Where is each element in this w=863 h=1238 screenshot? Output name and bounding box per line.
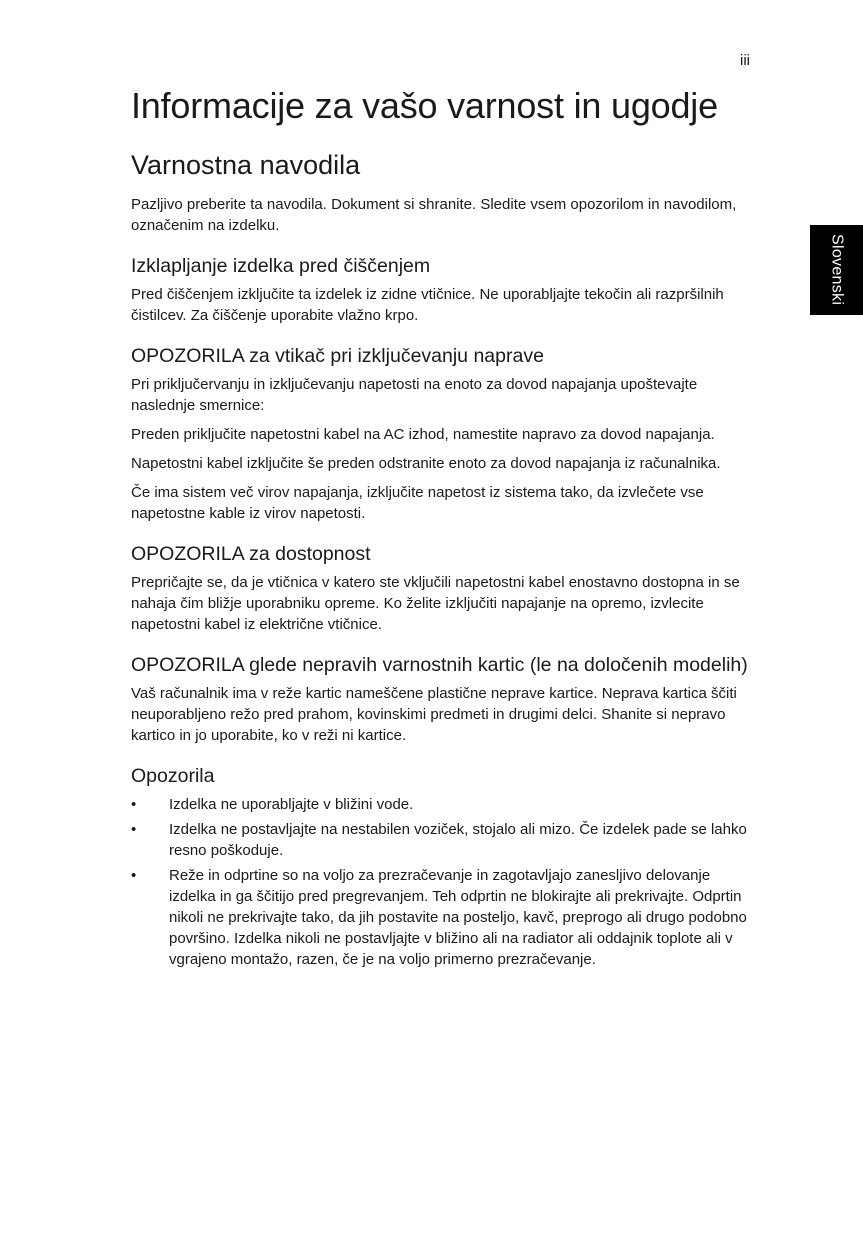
paragraph: Prepričajte se, da je vtičnica v katero ste vključili napetostni kabel enostavno dostopna in se nahaja čim bližje uporabniku opreme. Ko želite izključiti napajanje na opremo, izvlecite napetostni kabel iz električne vtičnice.	[131, 574, 740, 633]
warnings-list	[131, 794, 751, 970]
document-content	[131, 84, 751, 988]
page-number: iii	[740, 52, 750, 69]
intro-section	[131, 194, 751, 236]
list-item-text: Izdelka ne uporabljajte v bližini vode.	[169, 796, 414, 813]
language-tab	[810, 225, 863, 315]
list-item-text: Izdelka ne postavljajte na nestabilen voziček, stojalo ali mizo. Če izdelek pade se lahko resno poškoduje.	[169, 821, 747, 859]
section-cleaning	[131, 254, 751, 326]
section-heading: OPOZORILA glede nepravih varnostnih kartic (le na določenih modelih)	[131, 654, 748, 676]
bullet-icon: •	[131, 867, 137, 884]
section-title: Varnostna navodila	[131, 150, 361, 180]
section-heading: Izklapljanje izdelka pred čiščenjem	[131, 255, 431, 277]
section-plug-warnings	[131, 344, 751, 524]
list-item	[131, 865, 751, 970]
section-dummy-cards	[131, 653, 751, 746]
section-heading: Opozorila	[131, 765, 215, 787]
paragraph: Preden priključite napetostni kabel na AC izhod, namestite napravo za dovod napajanja.	[131, 426, 715, 443]
bullet-icon: •	[131, 821, 137, 838]
list-item	[131, 819, 751, 861]
intro-paragraph: Pazljivo preberite ta navodila. Dokument si shranite. Sledite vsem opozorilom in navodilom, označenim na izdelku.	[131, 196, 737, 234]
section-heading: OPOZORILA za dostopnost	[131, 543, 371, 565]
section-heading: OPOZORILA za vtikač pri izključevanju naprave	[131, 345, 544, 367]
language-tab-label: Slovenski	[828, 234, 846, 306]
paragraph: Pri priključervanju in izključevanju napetosti na enoto za dovod napajanja upoštevajte naslednje smernice:	[131, 376, 698, 414]
list-item-text: Reže in odprtine so na voljo za prezračevanje in zagotavljajo zanesljivo delovanje izdelka in ga ščitijo pred pregrevanjem. Teh odprtin ne blokirajte ali prekrivajte. Odprtin nikoli ne prekrivajte tako, da jih postavite na posteljo, kavč, preprogo ali drugo podobno površino. Izdelka nikoli ne postavljajte v bližino ali na radiator ali oddajnik toplote ali v vgrajeno montažo, razen, če je na voljo primerno prezračevanje.	[169, 867, 747, 968]
paragraph: Napetostni kabel izključite še preden odstranite enoto za dovod napajanja iz računalnika.	[131, 455, 721, 472]
list-item	[131, 794, 751, 815]
page-title: Informacije za vašo varnost in ugodje	[131, 85, 718, 126]
bullet-icon: •	[131, 796, 137, 813]
paragraph: Če ima sistem več virov napajanja, izključite napetost iz sistema tako, da izvlečete vse napetostne kable iz virov napetosti.	[131, 484, 704, 522]
paragraph: Pred čiščenjem izključite ta izdelek iz zidne vtičnice. Ne uporabljajte tekočin ali razpršilnih čistilcev. Za čiščenje uporabite vlažno krpo.	[131, 286, 724, 324]
paragraph: Vaš računalnik ima v reže kartic nameščene plastične neprave kartice. Neprava kartica ščiti neuporabljeno režo pred prahom, kovinskimi predmeti in drugimi delci. Shanite si nepravo kartico in jo uporabite, ko v reži ni kartice.	[131, 685, 737, 744]
section-accessibility	[131, 542, 751, 635]
section-warnings	[131, 764, 751, 970]
